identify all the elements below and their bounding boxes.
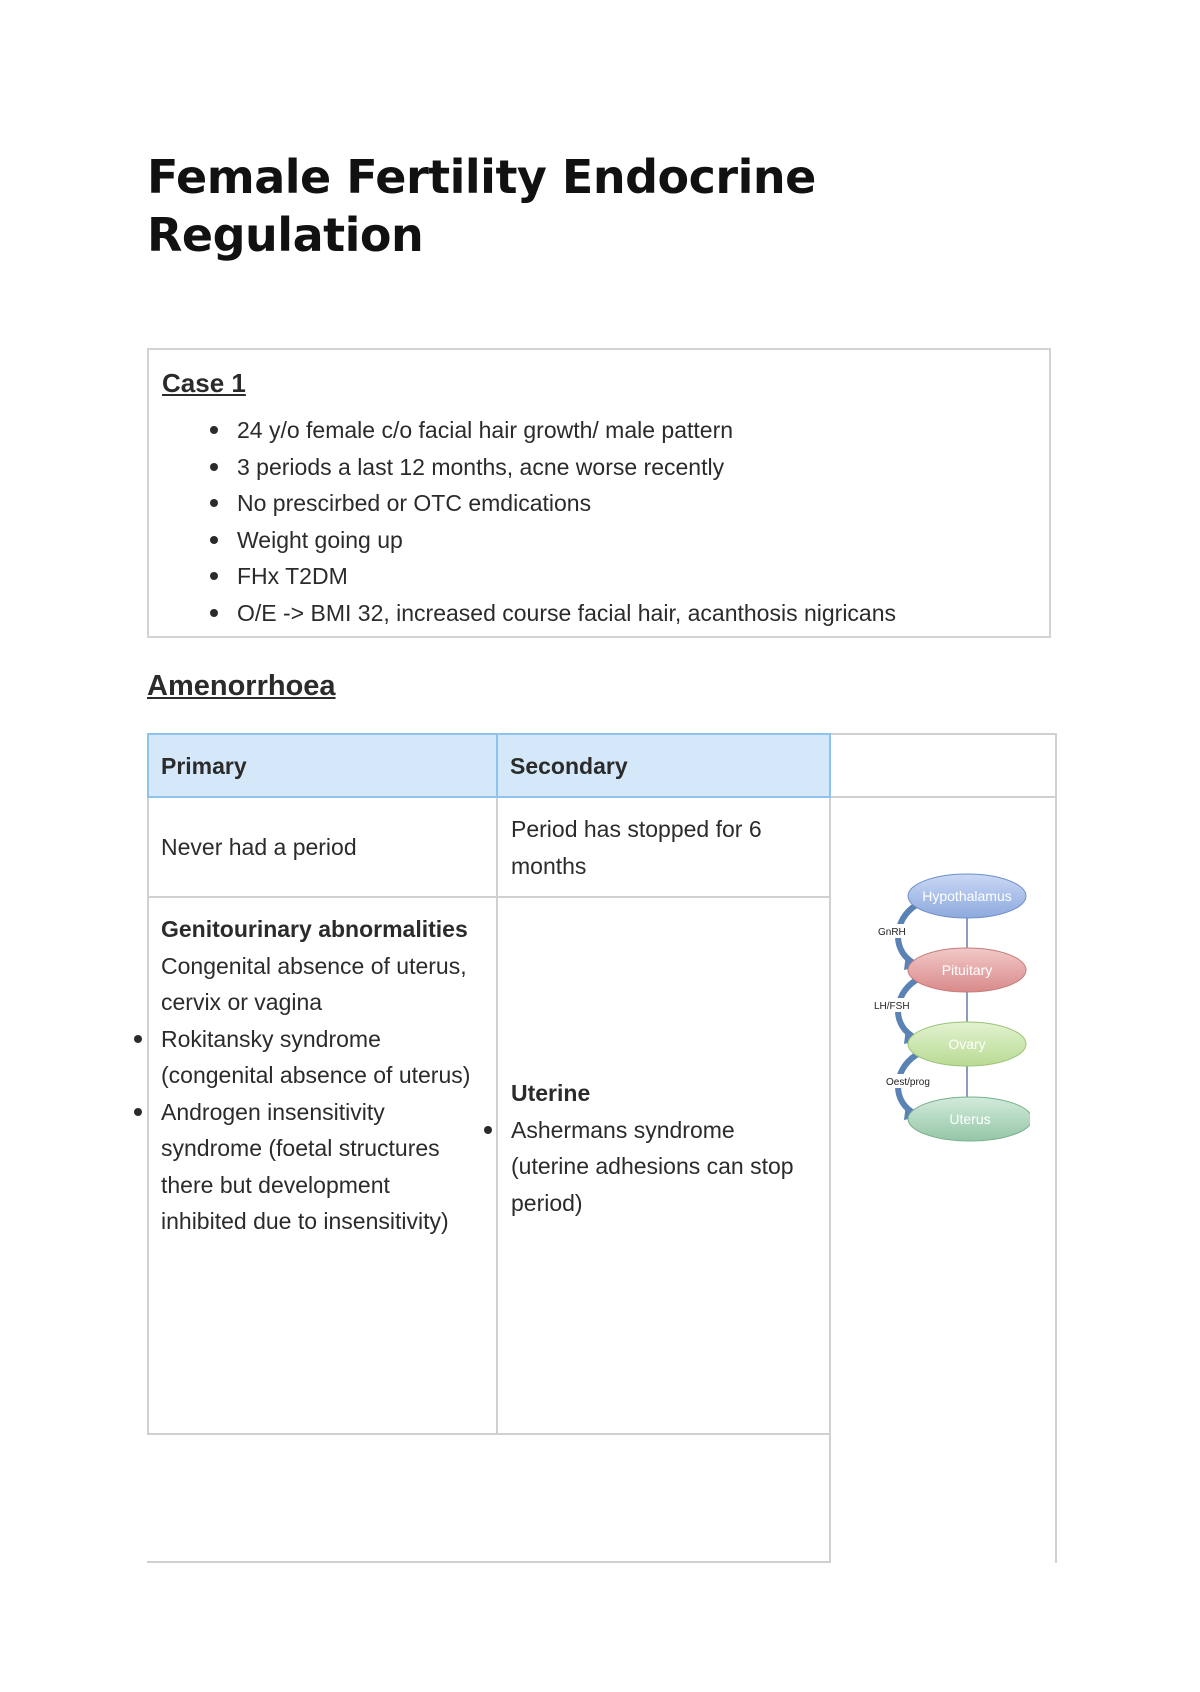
primary-causes [161,911,481,1240]
amenorrhoea-heading: Amenorrhoea [147,670,336,702]
list-item: Androgen insensitivity syndrome (foetal structures there but development inhibited due to insensitivity) [161,1094,481,1240]
table-border [147,1561,831,1563]
list-item: O/E -> BMI 32, increased course facial hair, acanthosis nigricans [237,595,896,632]
primary-cause-list [161,1021,481,1240]
list-item: 24 y/o female c/o facial hair growth/ male pattern [237,412,896,449]
secondary-cause-title: Uterine [511,1080,591,1106]
secondary-cause-list [511,1112,816,1222]
list-item: 3 periods a last 12 months, acne worse recently [237,449,896,486]
header-secondary: Secondary [496,733,831,798]
node-label-uterus: Uterus [949,1111,991,1127]
list-item: Ashermans syndrome (uterine adhesions can stop period) [511,1112,816,1222]
secondary-causes [511,1075,816,1221]
table-border [1055,733,1057,1563]
table-border [829,733,831,1563]
hpo-axis-diagram [870,860,1030,1145]
header-primary: Primary [147,733,498,798]
table-border [829,733,1057,735]
arrow-label-oestprog: Oest/prog [886,1077,930,1088]
node-label-ovary: Ovary [948,1036,986,1052]
table-border [147,733,149,1435]
list-item: Weight going up [237,522,896,559]
case-box [147,348,1051,638]
list-item: Rokitansky syndrome (congenital absence of uterus) [161,1021,481,1094]
node-label-hypothalamus: Hypothalamus [922,888,1012,904]
case-list [237,412,896,631]
primary-definition: Never had a period [161,834,357,860]
table-border [147,1433,831,1435]
list-item: FHx T2DM [237,558,896,595]
node-label-pituitary: Pituitary [941,962,993,978]
case-heading: Case 1 [162,368,246,398]
page-title: Female Fertility Endocrine Regulation [147,150,816,262]
primary-cause-title: Genitourinary abnormalities [161,916,468,942]
table-border [496,733,498,1435]
secondary-definition: Period has stopped for 6 months [511,816,762,879]
list-item: No prescirbed or OTC emdications [237,485,896,522]
arrow-label-lhfsh: LH/FSH [874,1001,910,1012]
arrow-label-gnrh: GnRH [878,927,906,938]
primary-cause-text: Congenital absence of uterus, cervix or vagina [161,952,467,1015]
table-border [147,896,831,898]
